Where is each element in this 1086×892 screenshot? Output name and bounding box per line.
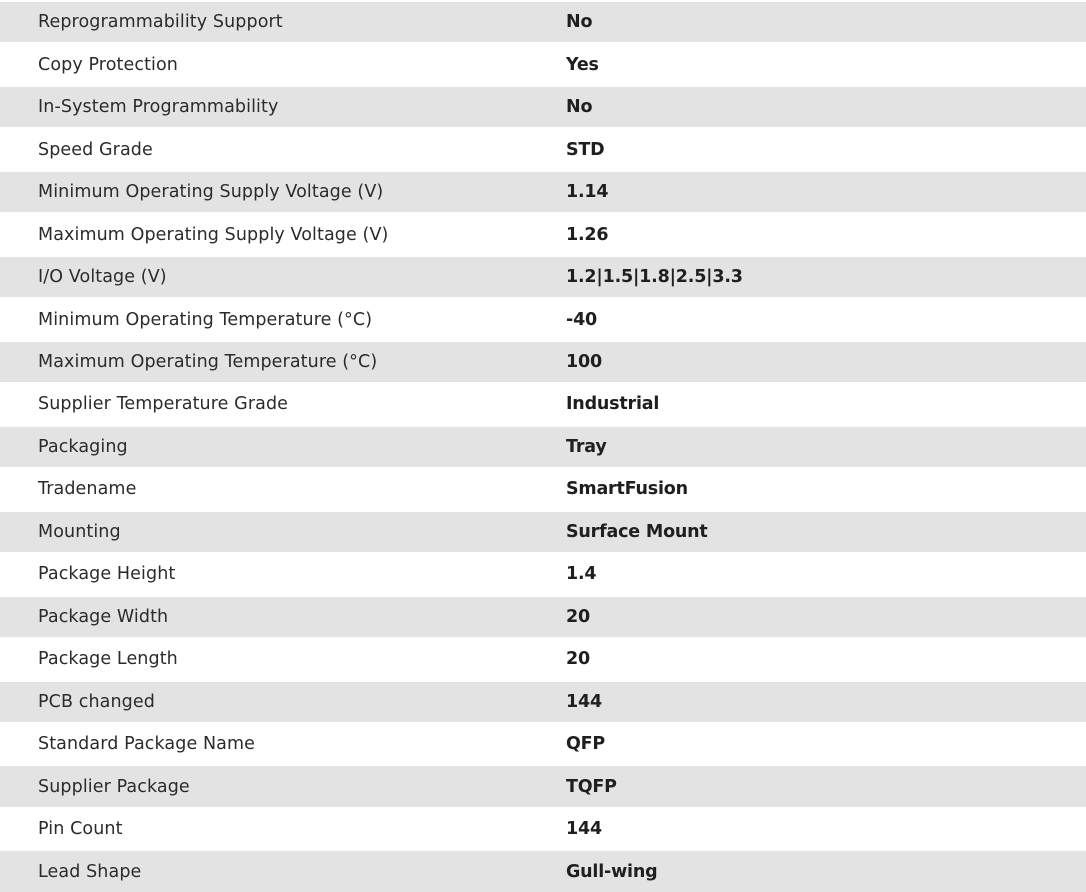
spec-row-min-supply-voltage — [0, 170, 1086, 212]
spec-label: Reprogrammability Support — [0, 0, 528, 42]
spec-row-tradename — [0, 467, 1086, 509]
spec-row-io-voltage — [0, 255, 1086, 297]
spec-value: 144 — [528, 680, 1086, 722]
spec-label: PCB changed — [0, 680, 528, 722]
spec-value: SmartFusion — [528, 467, 1086, 509]
spec-value: 1.4 — [528, 552, 1086, 594]
spec-value: 20 — [528, 637, 1086, 679]
spec-row-lead-shape — [0, 849, 1086, 892]
spec-label: Standard Package Name — [0, 722, 528, 764]
spec-value: Yes — [528, 42, 1086, 84]
spec-label: Maximum Operating Temperature (°C) — [0, 340, 528, 382]
spec-row-max-operating-temperature — [0, 340, 1086, 382]
spec-value: 144 — [528, 807, 1086, 849]
spec-value: -40 — [528, 297, 1086, 339]
spec-row-copy-protection — [0, 42, 1086, 84]
spec-row-speed-grade — [0, 127, 1086, 169]
spec-label: Speed Grade — [0, 127, 528, 169]
spec-row-min-operating-temperature — [0, 297, 1086, 339]
spec-row-standard-package-name — [0, 722, 1086, 764]
spec-label: Supplier Package — [0, 764, 528, 806]
spec-row-reprogrammability-support — [0, 0, 1086, 42]
spec-label: Maximum Operating Supply Voltage (V) — [0, 212, 528, 254]
spec-row-supplier-temperature-grade — [0, 382, 1086, 424]
spec-value: 1.14 — [528, 170, 1086, 212]
spec-value: Surface Mount — [528, 510, 1086, 552]
spec-value: No — [528, 0, 1086, 42]
spec-value: TQFP — [528, 764, 1086, 806]
spec-label: In-System Programmability — [0, 85, 528, 127]
spec-label: Pin Count — [0, 807, 528, 849]
spec-value: 1.2|1.5|1.8|2.5|3.3 — [528, 255, 1086, 297]
spec-label: Package Height — [0, 552, 528, 594]
spec-label: Package Width — [0, 595, 528, 637]
spec-row-mounting — [0, 510, 1086, 552]
spec-row-pin-count — [0, 807, 1086, 849]
spec-row-package-height — [0, 552, 1086, 594]
spec-value: 100 — [528, 340, 1086, 382]
spec-value: QFP — [528, 722, 1086, 764]
spec-row-packaging — [0, 425, 1086, 467]
spec-value: No — [528, 85, 1086, 127]
spec-label: Tradename — [0, 467, 528, 509]
spec-label: Minimum Operating Temperature (°C) — [0, 297, 528, 339]
spec-label: Mounting — [0, 510, 528, 552]
spec-value: 1.26 — [528, 212, 1086, 254]
spec-row-supplier-package — [0, 764, 1086, 806]
spec-label: Minimum Operating Supply Voltage (V) — [0, 170, 528, 212]
spec-label: Copy Protection — [0, 42, 528, 84]
spec-value: Industrial — [528, 382, 1086, 424]
spec-value: Gull-wing — [528, 849, 1086, 892]
spec-value: STD — [528, 127, 1086, 169]
spec-label: Package Length — [0, 637, 528, 679]
spec-row-package-length — [0, 637, 1086, 679]
spec-value: 20 — [528, 595, 1086, 637]
spec-label: I/O Voltage (V) — [0, 255, 528, 297]
spec-row-package-width — [0, 595, 1086, 637]
spec-label: Packaging — [0, 425, 528, 467]
spec-value: Tray — [528, 425, 1086, 467]
spec-label: Lead Shape — [0, 849, 528, 892]
spec-row-in-system-programmability — [0, 85, 1086, 127]
spec-label: Supplier Temperature Grade — [0, 382, 528, 424]
spec-row-max-supply-voltage — [0, 212, 1086, 254]
spec-row-pcb-changed — [0, 680, 1086, 722]
